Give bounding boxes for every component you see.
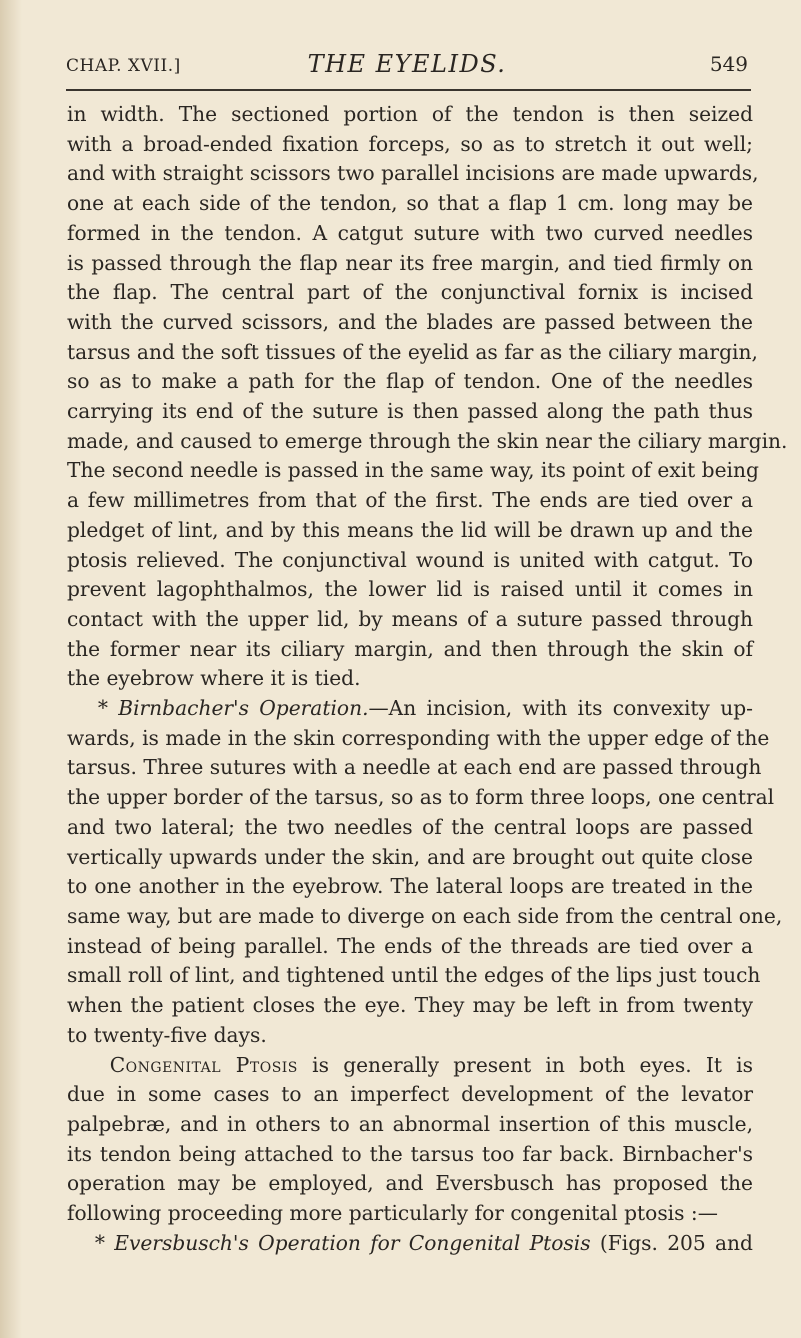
body-text <box>67 100 788 1258</box>
text-line: the former near its ciliary margin, and then through the skin of <box>67 636 753 661</box>
text-line: is passed through the flap near its free margin, and tied firmly on <box>67 250 753 275</box>
text-line: following proceeding more particularly for congenital ptosis :— <box>67 1201 718 1226</box>
text-line: its tendon being attached to the tarsus too far back. Birnbacher's <box>67 1141 753 1166</box>
text-line: small roll of lint, and tightened until the edges of the lips just touch <box>67 963 761 988</box>
text-run: (Figs. 205 and <box>590 1230 753 1255</box>
text-line: prevent lagophthalmos, the lower lid is raised until it comes in <box>67 577 753 602</box>
running-title: THE EYELIDS. <box>307 50 507 78</box>
running-header <box>66 50 748 80</box>
text-line: to twenty-five days. <box>67 1022 267 1047</box>
text-line: wards, is made in the skin corresponding with the upper edge of the <box>67 725 770 750</box>
header-rule <box>66 89 751 91</box>
text-line: a few millimetres from that of the first. The ends are tied over a <box>67 488 753 513</box>
page-gutter-shadow <box>0 0 22 1338</box>
text-line: with the curved scissors, and the blades are passed between the <box>67 309 753 334</box>
text-run: —An incision, with its convexity up- <box>368 696 753 721</box>
text-line: formed in the tendon. A catgut suture with two curved needles <box>67 220 753 245</box>
text-line: the flap. The central part of the conjunctival fornix is incised <box>67 280 753 305</box>
paragraph-congenital <box>67 1051 753 1229</box>
paragraph-body <box>67 724 783 1051</box>
text-line: made, and caused to emerge through the skin near the ciliary margin. <box>67 428 788 453</box>
text-line: and two lateral; the two needles of the central loops are passed <box>67 814 753 839</box>
text-line: the upper border of the tarsus, so as to form three loops, one central <box>67 785 775 810</box>
text-line: instead of being parallel. The ends of the threads are tied over a <box>67 933 753 958</box>
text-line: when the patient closes the eye. They may be left in from twenty <box>67 993 753 1018</box>
text-line: carrying its end of the suture is then passed along the path thus <box>67 399 753 424</box>
paragraph-body <box>67 1080 753 1229</box>
text-line: with a broad-ended fixation forceps, so as to stretch it out well; <box>67 131 753 156</box>
text-line: tarsus and the soft tissues of the eyelid as far as the ciliary margin, <box>67 339 758 364</box>
text-line: to one another in the eyebrow. The lateral loops are treated in the <box>67 874 753 899</box>
text-line: contact with the upper lid, by means of a suture passed through <box>67 606 753 631</box>
section-heading-congenital: Congenital Ptosis <box>109 1052 298 1077</box>
section-heading-birnbacher: * Birnbacher's Operation. <box>97 696 369 721</box>
text-line <box>67 694 753 724</box>
text-line: in width. The sectioned portion of the tendon is then seized <box>67 102 753 126</box>
paragraph-eversbusch <box>67 1229 753 1259</box>
text-line <box>67 1051 753 1081</box>
text-line: The second needle is passed in the same way, its point of exit being <box>67 458 759 483</box>
paragraph-continuation <box>67 100 788 694</box>
text-line: vertically upwards under the skin, and are brought out quite close <box>67 844 753 869</box>
page-number: 549 <box>709 52 748 76</box>
chapter-label: CHAP. XVII.] <box>66 56 181 76</box>
text-line <box>67 1229 753 1259</box>
text-line: same way, but are made to diverge on each side from the central one, <box>67 903 783 928</box>
section-heading-eversbusch: * Eversbusch's Operation for Congenital Ptosis <box>94 1230 591 1255</box>
text-line: ptosis relieved. The conjunctival wound is united with catgut. To <box>67 547 753 572</box>
text-line: the eyebrow where it is tied. <box>67 666 361 691</box>
text-line: palpebræ, and in others to an abnormal insertion of this muscle, <box>67 1111 753 1136</box>
text-line: so as to make a path for the flap of tendon. One of the needles <box>67 369 753 394</box>
text-run: is generally present in both eyes. It is <box>297 1052 753 1077</box>
text-line: operation may be employed, and Eversbusch has proposed the <box>67 1171 753 1196</box>
text-line: and with straight scissors two parallel incisions are made upwards, <box>67 161 759 186</box>
paragraph-birnbacher <box>67 694 783 1050</box>
text-line: due in some cases to an imperfect development of the levator <box>67 1082 753 1107</box>
text-line: one at each side of the tendon, so that a flap 1 cm. long may be <box>67 191 753 216</box>
text-line: tarsus. Three sutures with a needle at each end are passed through <box>67 755 762 780</box>
text-line: pledget of lint, and by this means the lid will be drawn up and the <box>67 517 753 542</box>
